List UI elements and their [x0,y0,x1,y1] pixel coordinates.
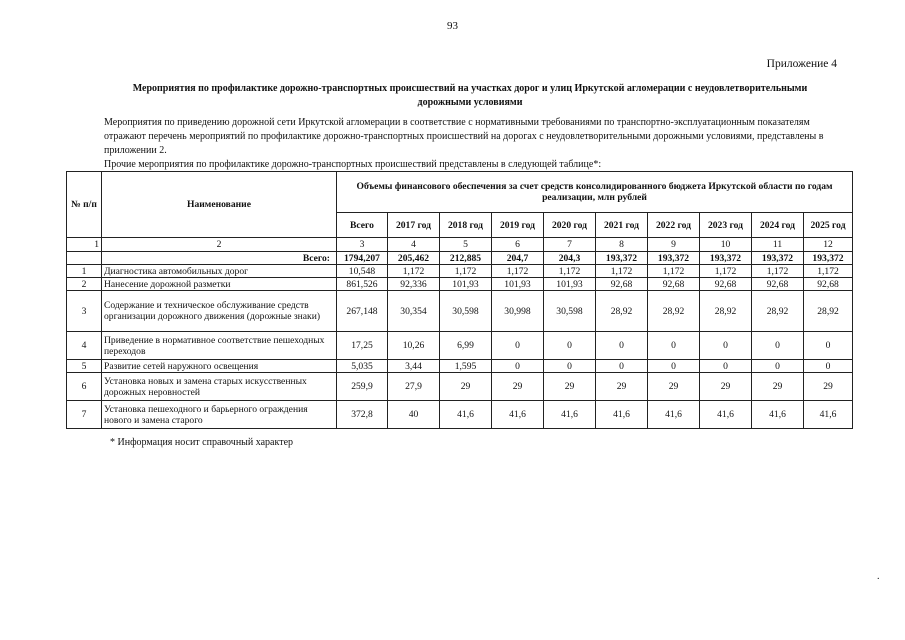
row-value: 259,9 [337,373,388,401]
row-name: Содержание и техническое обслуживание средств организации дорожного движения (дорожные знаки) [102,291,337,332]
row-value: 0 [492,332,544,360]
column-header-year: 2022 год [648,213,700,238]
column-header-year: 2019 год [492,213,544,238]
row-value: 28,92 [752,291,804,332]
row-value: 92,68 [596,278,648,291]
column-header-funding: Объемы финансового обеспечения за счет средств консолидированного бюджета Иркутской области по годам реализации, млн рублей [337,172,853,213]
row-value: 0 [752,360,804,373]
document-title: Мероприятия по профилактике дорожно-транспортных происшествий на участках дорог и улиц Иркутской агломерации с неудовлетворительными дорожными условиями [132,83,808,108]
row-value: 41,6 [440,401,492,429]
row-value: 861,526 [337,278,388,291]
total-label: Всего: [102,252,337,265]
table-header-row [67,172,853,213]
table-row [67,265,853,278]
row-name: Нанесение дорожной разметки [102,278,337,291]
total-value: 193,372 [596,252,648,265]
row-name: Развитие сетей наружного освещения [102,360,337,373]
column-index: 11 [752,238,804,252]
row-value: 101,93 [440,278,492,291]
row-value: 1,172 [648,265,700,278]
funding-table [66,171,853,429]
row-value: 0 [700,332,752,360]
row-number: 6 [67,373,102,401]
total-value: 212,885 [440,252,492,265]
row-value: 1,595 [440,360,492,373]
row-value: 1,172 [440,265,492,278]
row-value: 1,172 [700,265,752,278]
row-value: 41,6 [700,401,752,429]
row-value: 10,548 [337,265,388,278]
row-value: 92,68 [648,278,700,291]
page-number: 93 [447,20,458,32]
column-header-year: 2023 год [700,213,752,238]
row-name: Установка пешеходного и барьерного ограждения нового и замена старого [102,401,337,429]
intro-paragraph: Прочие мероприятия по профилактике дорожно-транспортных происшествий представлены в следующей таблице*: [104,159,602,170]
column-index: 6 [492,238,544,252]
total-row [67,252,853,265]
row-number: 4 [67,332,102,360]
total-number-cell [67,252,102,265]
row-value: 0 [804,360,853,373]
row-value: 29 [752,373,804,401]
row-value: 101,93 [492,278,544,291]
column-index: 5 [440,238,492,252]
column-index: 2 [102,238,337,252]
row-value: 1,172 [596,265,648,278]
appendix-label: Приложение 4 [766,58,837,70]
row-value: 1,172 [492,265,544,278]
row-value: 92,336 [388,278,440,291]
row-value: 0 [648,360,700,373]
row-number: 7 [67,401,102,429]
row-value: 0 [700,360,752,373]
column-index: 8 [596,238,648,252]
column-index: 1 [67,238,102,252]
row-value: 27,9 [388,373,440,401]
row-value: 10,26 [388,332,440,360]
column-index: 7 [544,238,596,252]
row-value: 0 [544,360,596,373]
column-index: 9 [648,238,700,252]
row-value: 0 [596,332,648,360]
row-value: 29 [596,373,648,401]
row-value: 92,68 [804,278,853,291]
row-name: Установка новых и замена старых искусственных дорожных неровностей [102,373,337,401]
column-header-number: № п/п [67,172,102,238]
row-value: 29 [440,373,492,401]
table-row [67,373,853,401]
row-name: Приведение в нормативное соответствие пешеходных переходов [102,332,337,360]
total-value: 193,372 [752,252,804,265]
row-value: 30,598 [544,291,596,332]
column-header-year: 2021 год [596,213,648,238]
total-value: 193,372 [700,252,752,265]
row-value: 41,6 [544,401,596,429]
row-value: 6,99 [440,332,492,360]
column-index: 10 [700,238,752,252]
total-value: 193,372 [804,252,853,265]
row-value: 29 [492,373,544,401]
intro-text [104,116,844,172]
total-value: 1794,207 [337,252,388,265]
row-value: 92,68 [700,278,752,291]
row-value: 30,598 [440,291,492,332]
total-value: 193,372 [648,252,700,265]
row-value: 41,6 [648,401,700,429]
row-value: 1,172 [544,265,596,278]
row-value: 29 [544,373,596,401]
row-value: 92,68 [752,278,804,291]
row-value: 0 [596,360,648,373]
row-number: 5 [67,360,102,373]
stray-mark: . [877,571,880,582]
row-value: 5,035 [337,360,388,373]
row-value: 28,92 [648,291,700,332]
row-name: Диагностика автомобильных дорог [102,265,337,278]
total-value: 204,7 [492,252,544,265]
row-value: 0 [752,332,804,360]
row-number: 2 [67,278,102,291]
row-value: 101,93 [544,278,596,291]
column-index: 4 [388,238,440,252]
row-value: 267,148 [337,291,388,332]
row-value: 28,92 [804,291,853,332]
row-value: 29 [648,373,700,401]
footnote: * Информация носит справочный характер [110,437,294,448]
row-value: 28,92 [596,291,648,332]
row-value: 29 [700,373,752,401]
row-value: 1,172 [388,265,440,278]
row-value: 0 [804,332,853,360]
column-header-year: 2018 год [440,213,492,238]
column-header-year: 2017 год [388,213,440,238]
intro-paragraph: Мероприятия по приведению дорожной сети Иркутской агломерации в соответствие с нормативными требованиями по транспортно-эксплуатационным показателям отражают перечень мероприятий по профилактике дорожно-транспортных происшествий на дорогах с неудовлетворительными дорожными условиями, представлены в приложении 2. [104,117,824,156]
row-value: 28,92 [700,291,752,332]
row-value: 372,8 [337,401,388,429]
row-value: 0 [492,360,544,373]
column-header-year: 2020 год [544,213,596,238]
row-value: 30,998 [492,291,544,332]
column-index: 12 [804,238,853,252]
table-row [67,401,853,429]
row-value: 0 [648,332,700,360]
row-value: 41,6 [752,401,804,429]
column-header-year: Всего [337,213,388,238]
column-header-name: Наименование [102,172,337,238]
table-row [67,332,853,360]
row-value: 3,44 [388,360,440,373]
row-number: 3 [67,291,102,332]
total-value: 204,3 [544,252,596,265]
table-row [67,278,853,291]
row-value: 0 [544,332,596,360]
row-value: 41,6 [492,401,544,429]
row-value: 29 [804,373,853,401]
column-index: 3 [337,238,388,252]
row-value: 30,354 [388,291,440,332]
row-value: 40 [388,401,440,429]
table-row [67,360,853,373]
row-number: 1 [67,265,102,278]
table-row [67,291,853,332]
column-index-row [67,238,853,252]
column-header-year: 2024 год [752,213,804,238]
row-value: 1,172 [752,265,804,278]
row-value: 41,6 [804,401,853,429]
row-value: 17,25 [337,332,388,360]
total-value: 205,462 [388,252,440,265]
row-value: 41,6 [596,401,648,429]
column-header-year: 2025 год [804,213,853,238]
row-value: 1,172 [804,265,853,278]
